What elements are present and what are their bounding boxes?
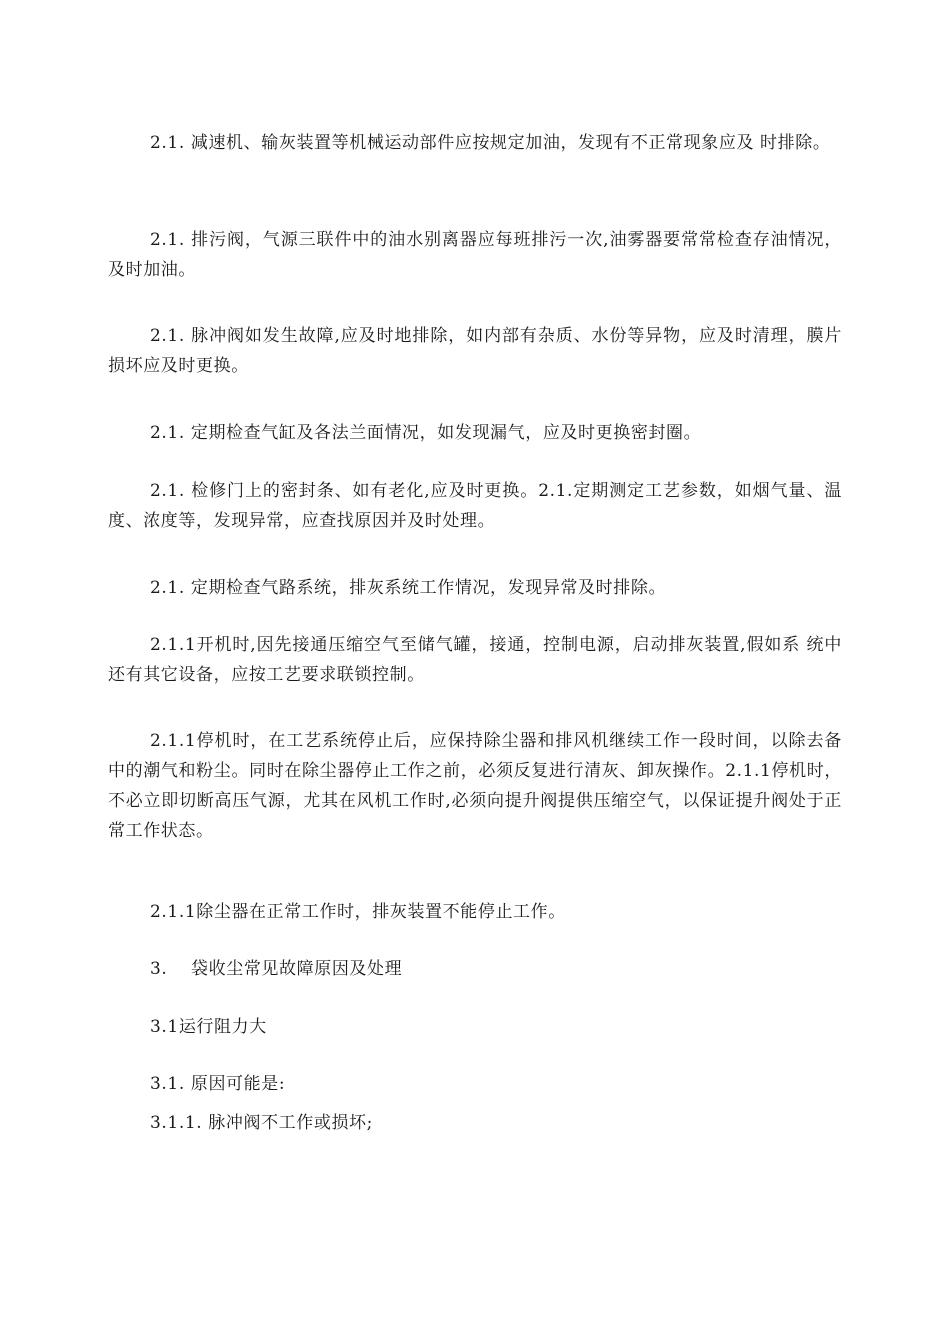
paragraph-shutdown: 2.1.1停机时，在工艺系统停止后，应保持除尘器和排风机继续工作一段时间，以除去备中的潮气和粉尘。同时在除尘器停止工作之前，必须反复进行清灰、卸灰操作。2.1.1停机时，不必立即切断高压气源，尤其在风机工作时,必须向提升阀提供压缩空气，以保证提升阀处于正常工作状态。 (108, 731, 842, 841)
paragraph-door-seal: 2.1. 检修门上的密封条、如有老化,应及时更换。2.1.定期测定工艺参数，如烟气量、温度、浓度等，发现异常，应查找原因并及时处理。 (108, 481, 842, 531)
paragraph-drain-valve: 2.1. 排污阀，气源三联件中的油水别离器应每班排污一次,油雾器要常常检查存油情况，及时加油。 (108, 230, 842, 280)
section-heading-faults: 3. 袋收尘常见故障原因及处理 (150, 959, 403, 979)
paragraph-startup: 2.1.1开机时,因先接通压缩空气至储气罐，接通，控制电源，启动排灰装置,假如系 统中还有其它设备，应按工艺要求联锁控制。 (108, 635, 842, 685)
paragraph-pulse-valve: 2.1. 脉冲阀如发生故障,应及时地排除，如内部有杂质、水份等异物，应及时清理，膜片损坏应及时更换。 (108, 326, 842, 376)
paragraph-lubrication: 2.1. 减速机、输灰装置等机械运动部件应按规定加油，发现有不正常现象应及 时排除。 (150, 133, 831, 153)
list-item-pulse-valve-fault: 3.1.1. 脉冲阀不工作或损坏; (150, 1113, 373, 1133)
paragraph-normal-operation: 2.1.1除尘器在正常工作时，排灰装置不能停止工作。 (150, 902, 566, 922)
subsection-heading-high-resistance: 3.1运行阻力大 (150, 1017, 267, 1037)
paragraph-air-path-check: 2.1. 定期检查气路系统，排灰系统工作情况，发现异常及时排除。 (150, 578, 667, 598)
paragraph-cylinder-check: 2.1. 定期检查气缸及各法兰面情况，如发现漏气，应及时更换密封圈。 (150, 423, 702, 443)
paragraph-possible-causes: 3.1. 原因可能是: (150, 1074, 286, 1094)
